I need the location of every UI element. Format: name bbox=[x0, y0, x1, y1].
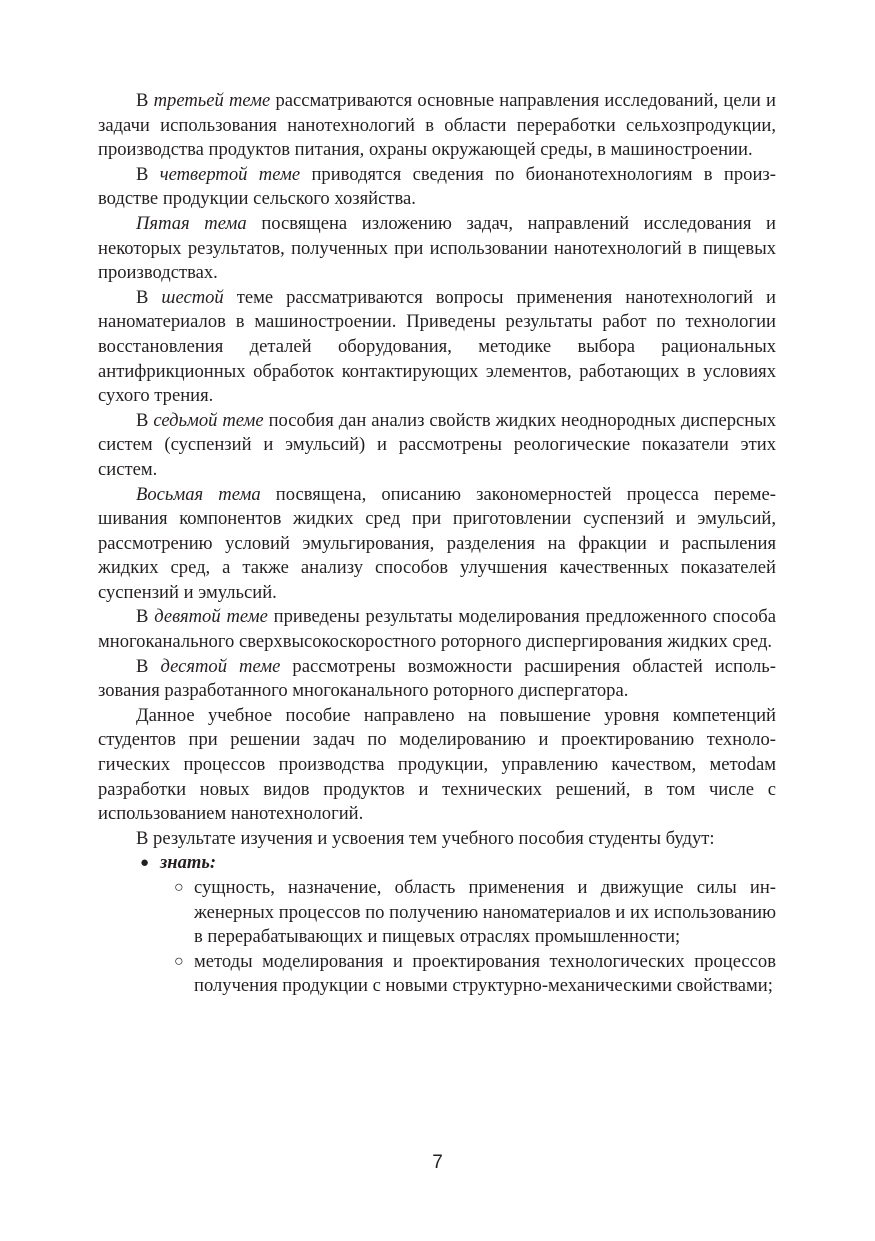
circle-bullet-icon: ○ bbox=[174, 879, 184, 896]
paragraph-emphasis: шестой bbox=[161, 286, 224, 308]
list-item-know bbox=[98, 851, 776, 999]
paragraph-theme-6 bbox=[98, 286, 776, 409]
paragraph-emphasis: Восьмая тема bbox=[136, 483, 261, 505]
paragraph-emphasis: Пятая тема bbox=[136, 212, 247, 234]
paragraph-text: В bbox=[136, 606, 155, 628]
list-item-text: сущность, назначение, область применения и движущие силы инженерных процессов по получению наноматериалов и их использованию в перерабатывающих и пищевых отраслях промышленности; bbox=[194, 877, 776, 948]
know-sublist bbox=[160, 876, 776, 999]
page-body bbox=[98, 89, 776, 999]
paragraph-text: посвящена изложению задач, направлений исследования и некоторых результатов, полученных при использовании нанотехнологий в пищевых производствах. bbox=[98, 212, 776, 284]
paragraph-theme-7 bbox=[98, 409, 776, 483]
paragraph-text: В bbox=[136, 163, 160, 185]
circle-bullet-icon: ○ bbox=[174, 952, 184, 970]
paragraph-text: теме рассматриваются вопросы применения нанотехнологий и наноматериалов в машиностроении. Приведены результаты работ по технологии восстановления деталей оборудования, методике выбора рациональных антифрикционных обработок контактирующих элементов, работающих в условиях сухого трения. bbox=[98, 286, 776, 407]
paragraph-text: Данное учебное пособие направлено на повышение уровня компетенций студентов при решении задач по моделированию и проектированию технологических процессов производства продукции, управлению качеством, метоdам разработки новых видов продуктов и технических решений, в том числе с использованием нанотехнологий. bbox=[98, 704, 776, 825]
paragraph-purpose bbox=[98, 704, 776, 827]
paragraph-text: В bbox=[136, 286, 162, 308]
paragraph-text: В bbox=[136, 90, 154, 111]
paragraph-text: приводятся сведения по бионанотехнологиям в производстве продукции сельского хозяйства. bbox=[98, 163, 776, 210]
paragraph-emphasis: десятой теме bbox=[160, 655, 281, 677]
paragraph-text: В bbox=[136, 655, 161, 677]
paragraph-emphasis: девятой теме bbox=[154, 606, 268, 628]
paragraph-text: В результате изучения и усвоения тем учебного пособия студенты будут: bbox=[136, 827, 715, 849]
paragraph-theme-5 bbox=[98, 212, 776, 286]
page-number: 7 bbox=[432, 1152, 443, 1173]
paragraph-emphasis: седьмой теме bbox=[153, 409, 264, 431]
paragraph-text: рассматриваются основные направления исследований, цели и задачи использования нанотехнологий в области переработки сельхозпродукции, производства продуктов питания, охраны окружающей среды, в машиностроении. bbox=[98, 90, 776, 161]
paragraph-theme-10 bbox=[98, 655, 776, 704]
bullet-icon: ● bbox=[140, 855, 150, 872]
paragraph-text: посвящена, описанию закономерностей процесса перемешивания компонентов жидких сред при приготовлении суспензий и эмульсий, рассмотрению условий эмульгирования, разделения на фракции и распыления жидких сред, а также анализу способов улучшения качественных показателей суспензий и эмульсий. bbox=[98, 483, 776, 603]
paragraph-theme-9 bbox=[98, 605, 776, 654]
list-label: знать: bbox=[160, 852, 217, 874]
paragraph-theme-8 bbox=[98, 483, 776, 606]
paragraph-emphasis: четвертой теме bbox=[159, 163, 301, 185]
list-item bbox=[98, 876, 776, 950]
paragraph-emphasis: третьей теме bbox=[153, 90, 271, 111]
paragraph-text: приведены результаты моделирования предложенного способа многоканального сверхвысокоскоростного роторного диспергирования жидких сред. bbox=[98, 606, 776, 653]
paragraph-text: В bbox=[136, 409, 154, 431]
paragraph-text: пособия дан анализ свойств жидких неоднородных дисперсных систем (суспензий и эмульсий) и рассмотрены реологические показатели этих систем. bbox=[98, 409, 776, 480]
paragraph-outcomes-intro bbox=[98, 827, 776, 852]
list-item bbox=[98, 950, 776, 999]
paragraph-theme-4 bbox=[98, 163, 776, 212]
outcomes-list bbox=[98, 851, 776, 999]
paragraph-theme-3 bbox=[98, 89, 776, 163]
list-item-text: методы моделирования и проектирования технологических процессов получения продукции с новыми структурно-механическими свойствами; bbox=[194, 950, 776, 997]
paragraph-text: рассмотрены возможности расширения областей использования разработанного многоканального роторного диспергатора. bbox=[98, 655, 776, 702]
